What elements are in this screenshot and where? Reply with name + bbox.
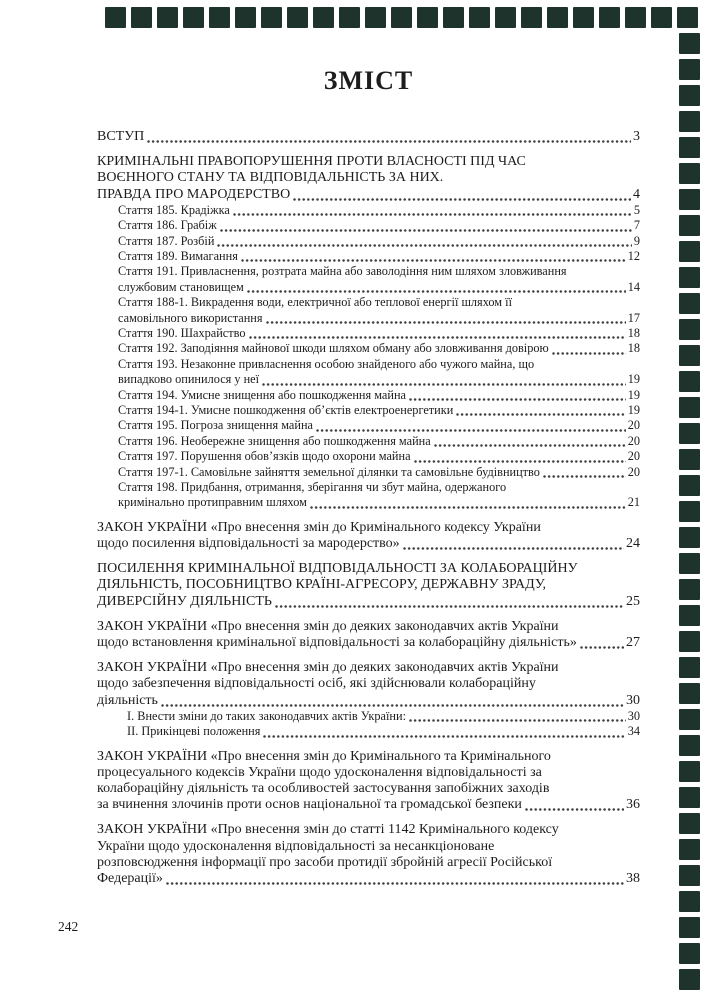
toc-entry-text: колабораційну діяльність та особливостей застосування запобіжних заходів xyxy=(97,781,550,797)
toc-entry-page: 25 xyxy=(626,593,640,609)
decor-square xyxy=(679,189,700,210)
decor-square xyxy=(679,319,700,340)
toc-entry xyxy=(97,480,640,511)
toc-entry-text: ЗАКОН УКРАЇНИ «Про внесення змін до Кримінального та Кримінального xyxy=(97,748,551,764)
dot-leader xyxy=(266,321,626,324)
toc-entry-text: Стаття 185. Крадіжка xyxy=(118,202,230,217)
dot-leader xyxy=(456,413,625,416)
toc-entry xyxy=(97,154,640,203)
decor-square xyxy=(679,553,700,574)
toc-entry-page: 19 xyxy=(627,387,640,402)
toc-entry-lastline xyxy=(118,249,640,264)
toc-entry-text: за вчинення злочинів проти основ національної та громадської безпеки xyxy=(97,797,522,813)
toc-entry-lastline xyxy=(97,693,640,709)
toc-entry-text: процесуального кодексів України щодо удосконалення відповідальності за xyxy=(97,764,542,780)
toc-entry xyxy=(97,449,640,464)
toc-entry-text: Стаття 194. Умисне знищення або пошкодження майна xyxy=(118,387,407,402)
dot-leader xyxy=(543,475,626,478)
decor-square xyxy=(679,943,700,964)
dot-leader xyxy=(310,506,626,509)
toc-entry-text: Стаття 192. Заподіяння майнової шкоди шляхом обману або зловживання довірою xyxy=(118,341,549,356)
toc-entry-text: Стаття 197-1. Самовільне зайняття земельної ділянки та самовільне будівництво xyxy=(118,464,540,479)
toc-entry-lastline xyxy=(118,449,640,464)
dot-leader xyxy=(525,808,624,811)
decor-square xyxy=(679,657,700,678)
toc-entry-page: 20 xyxy=(627,449,640,464)
toc-entry-lastline xyxy=(97,635,640,651)
toc-entry xyxy=(97,264,640,295)
dot-leader xyxy=(275,605,624,608)
toc-entry-text: самовільного використання xyxy=(118,310,263,325)
toc-entry xyxy=(97,357,640,388)
toc-entry xyxy=(97,822,640,887)
toc-entry-lastline xyxy=(118,280,640,295)
decor-square xyxy=(679,579,700,600)
decor-square xyxy=(679,917,700,938)
toc-entry-page: 3 xyxy=(633,128,640,144)
dot-leader xyxy=(409,398,626,401)
toc-entry-text: ЗАКОН УКРАЇНИ «Про внесення змін до деяких законодавчих актів України xyxy=(97,618,559,634)
decor-square xyxy=(679,163,700,184)
toc-entry-text: Стаття 195. Погроза знищення майна xyxy=(118,418,313,433)
toc-list xyxy=(97,129,640,887)
toc-entry-text: Стаття 187. Розбій xyxy=(118,233,215,248)
toc-content xyxy=(97,0,640,887)
decor-square xyxy=(679,839,700,860)
toc-entry-text: кримінально протиправним шляхом xyxy=(118,495,307,510)
toc-entry-page: 36 xyxy=(626,797,640,813)
toc-entry-page: 18 xyxy=(627,325,640,340)
toc-entry-text: Стаття 189. Вимагання xyxy=(118,248,238,263)
toc-entry xyxy=(97,218,640,233)
toc-entry-text: ВОЄННОГО СТАНУ ТА ВІДПОВІДАЛЬНІСТЬ ЗА НИХ. xyxy=(97,170,444,186)
dot-leader xyxy=(434,444,626,447)
toc-entry xyxy=(97,619,640,651)
toc-entry xyxy=(97,234,640,249)
toc-entry-lastline xyxy=(97,187,640,203)
toc-entry-lastline xyxy=(118,434,640,449)
toc-entry-lastline xyxy=(97,129,640,145)
toc-entry-page: 21 xyxy=(627,495,640,510)
toc-entry-text: Федерації» xyxy=(97,871,163,887)
decor-square xyxy=(679,709,700,730)
dot-leader xyxy=(220,229,632,232)
toc-entry-text: службовим становищем xyxy=(118,279,244,294)
toc-entry-lastline xyxy=(97,797,640,813)
toc-entry xyxy=(97,749,640,814)
toc-entry-page: 24 xyxy=(626,536,640,552)
toc-entry xyxy=(97,388,640,403)
dot-leader xyxy=(409,719,626,722)
toc-entry-lastline xyxy=(118,372,640,387)
toc-entry xyxy=(97,418,640,433)
page-number: 242 xyxy=(58,919,79,934)
toc-entry-lastline xyxy=(97,536,640,552)
toc-entry-text: ЗАКОН УКРАЇНИ «Про внесення змін до статті 1142 Кримінального кодексу xyxy=(97,822,559,838)
toc-entry-lastline xyxy=(97,871,640,887)
toc-entry-text: ДИВЕРСІЙНУ ДІЯЛЬНІСТЬ xyxy=(97,593,272,609)
toc-entry xyxy=(97,660,640,709)
toc-entry-lastline xyxy=(118,388,640,403)
toc-entry-lastline xyxy=(127,709,640,724)
toc-entry-page: 17 xyxy=(627,310,640,325)
toc-entry-text: розповсюдження інформації про засоби протидії збройній агресії Російської xyxy=(97,854,553,870)
decor-square xyxy=(679,241,700,262)
toc-entry xyxy=(97,203,640,218)
decor-square xyxy=(679,449,700,470)
decor-square xyxy=(679,267,700,288)
toc-entry-page: 12 xyxy=(627,248,640,263)
toc-entry-lastline xyxy=(118,403,640,418)
toc-entry-text: Стаття 198. Придбання, отримання, зберігання чи збут майна, одержаного xyxy=(118,480,507,495)
toc-entry-lastline xyxy=(118,326,640,341)
toc-entry-text: Стаття 193. Незаконне привласнення особою знайденого або чужого майна, що xyxy=(118,356,535,371)
toc-entry-page: 20 xyxy=(627,418,640,433)
toc-entry-text: ЗАКОН УКРАЇНИ «Про внесення змін до деяких законодавчих актів України xyxy=(97,660,559,676)
toc-entry-page: 19 xyxy=(627,402,640,417)
toc-entry-text: I. Внести зміни до таких законодавчих актів України: xyxy=(127,708,407,723)
toc-entry-text: щодо встановлення кримінальної відповідальності за колабораційну діяльність» xyxy=(97,635,577,651)
toc-entry-lastline xyxy=(97,594,640,610)
toc-entry-text: діяльність xyxy=(97,692,158,708)
decor-square xyxy=(679,345,700,366)
dot-leader xyxy=(247,290,626,293)
decor-square xyxy=(679,605,700,626)
toc-entry-page: 19 xyxy=(627,372,640,387)
toc-entry-text: ВСТУП xyxy=(97,128,145,144)
decor-square xyxy=(679,137,700,158)
toc-entry-text: щодо забезпечення відповідальності осіб, які здійснювали колабораційну xyxy=(97,676,536,692)
toc-entry-lastline xyxy=(118,203,640,218)
toc-entry-text: Стаття 197. Порушення обов’язків щодо охорони майна xyxy=(118,449,411,464)
dot-leader xyxy=(552,352,626,355)
toc-entry-lastline xyxy=(118,418,640,433)
toc-entry-text: Стаття 188-1. Викрадення води, електричної або теплової енергії шляхом її xyxy=(118,295,512,310)
toc-entry-text: II. Прикінцеві положення xyxy=(127,724,261,739)
decor-square xyxy=(679,293,700,314)
toc-entry-page: 20 xyxy=(627,433,640,448)
toc-entry-text: ПОСИЛЕННЯ КРИМІНАЛЬНОЇ ВІДПОВІДАЛЬНОСТІ ЗА КОЛАБОРАЦІЙНУ xyxy=(97,561,578,577)
toc-entry-text: Стаття 194-1. Умисне пошкодження об’єктів електроенергетики xyxy=(118,402,454,417)
toc-entry-text: випадково опинилося у неї xyxy=(118,372,260,387)
toc-entry-lastline xyxy=(118,234,640,249)
decor-square xyxy=(679,423,700,444)
dot-leader xyxy=(233,213,632,216)
dot-leader xyxy=(580,646,624,649)
decor-square xyxy=(679,215,700,236)
decor-square xyxy=(679,397,700,418)
toc-entry-page: 18 xyxy=(627,341,640,356)
toc-entry-text: Стаття 191. Привласнення, розтрата майна або заволодіння ним шляхом зловживання xyxy=(118,264,567,279)
decor-square xyxy=(679,787,700,808)
toc-entry-page: 20 xyxy=(627,464,640,479)
toc-entry-text: Стаття 190. Шахрайство xyxy=(118,325,246,340)
decor-square xyxy=(679,969,700,990)
toc-entry-text: щодо посилення відповідальності за мародерство» xyxy=(97,536,400,552)
toc-entry-page: 4 xyxy=(633,186,640,202)
toc-entry xyxy=(97,561,640,610)
toc-entry-page: 5 xyxy=(633,202,640,217)
decor-square xyxy=(679,501,700,522)
toc-entry xyxy=(97,341,640,356)
dot-leader xyxy=(316,429,626,432)
toc-entry-page: 34 xyxy=(627,724,640,739)
dot-leader xyxy=(241,259,626,262)
decor-square xyxy=(679,631,700,652)
toc-entry-lastline xyxy=(118,465,640,480)
toc-entry-page: 38 xyxy=(626,871,640,887)
toc-entry-text: ЗАКОН УКРАЇНИ «Про внесення змін до Кримінального кодексу України xyxy=(97,519,541,535)
toc-entry-text: Стаття 196. Необережне знищення або пошкодження майна xyxy=(118,433,431,448)
toc-entry xyxy=(97,326,640,341)
toc-entry-lastline xyxy=(118,495,640,510)
dot-leader xyxy=(403,547,624,550)
toc-entry xyxy=(97,249,640,264)
dot-leader xyxy=(147,140,631,143)
dot-leader xyxy=(249,336,626,339)
toc-entry xyxy=(97,403,640,418)
decor-border-right xyxy=(679,33,700,990)
toc-entry xyxy=(97,295,640,326)
decor-square xyxy=(679,761,700,782)
page-title: ЗМІСТ xyxy=(323,66,414,95)
toc-entry-text: ДІЯЛЬНІСТЬ, ПОСОБНИЦТВО КРАЇНІ-АГРЕСОРУ, ДЕРЖАВНУ ЗРАДУ, xyxy=(97,577,546,593)
dot-leader xyxy=(217,244,631,247)
toc-entry xyxy=(97,724,640,739)
decor-square xyxy=(679,813,700,834)
dot-leader xyxy=(166,882,624,885)
toc-entry xyxy=(97,434,640,449)
toc-entry-lastline xyxy=(127,724,640,739)
decor-square xyxy=(679,371,700,392)
toc-entry-page: 30 xyxy=(626,692,640,708)
dot-leader xyxy=(161,704,624,707)
decor-square xyxy=(679,683,700,704)
toc-entry-page: 9 xyxy=(633,233,640,248)
toc-entry-lastline xyxy=(118,341,640,356)
toc-entry-page: 27 xyxy=(626,635,640,651)
decor-square xyxy=(679,85,700,106)
decor-square xyxy=(679,865,700,886)
decor-square xyxy=(679,475,700,496)
toc-entry-text: України щодо удосконалення відповідальності за несанкціоноване xyxy=(97,838,495,854)
decor-square xyxy=(679,111,700,132)
toc-entry-page: 7 xyxy=(633,218,640,233)
decor-square xyxy=(677,7,698,28)
decor-square xyxy=(679,735,700,756)
toc-entry-lastline xyxy=(118,311,640,326)
toc-entry-text: КРИМІНАЛЬНІ ПРАВОПОРУШЕННЯ ПРОТИ ВЛАСНОСТІ ПІД ЧАС xyxy=(97,154,526,170)
decor-square xyxy=(651,7,672,28)
toc-entry xyxy=(97,129,640,145)
dot-leader xyxy=(263,735,625,738)
toc-entry xyxy=(97,709,640,724)
decor-square xyxy=(679,527,700,548)
dot-leader xyxy=(262,383,626,386)
toc-entry-text: Стаття 186. Грабіж xyxy=(118,218,217,233)
decor-square xyxy=(679,59,700,80)
toc-entry-lastline xyxy=(118,218,640,233)
decor-square xyxy=(679,891,700,912)
toc-entry-page: 14 xyxy=(627,279,640,294)
toc-entry-page: 30 xyxy=(627,708,640,723)
toc-entry-text: ПРАВДА ПРО МАРОДЕРСТВО xyxy=(97,186,291,202)
toc-entry xyxy=(97,520,640,552)
dot-leader xyxy=(293,198,631,201)
dot-leader xyxy=(414,460,626,463)
decor-square xyxy=(679,33,700,54)
toc-entry xyxy=(97,465,640,480)
